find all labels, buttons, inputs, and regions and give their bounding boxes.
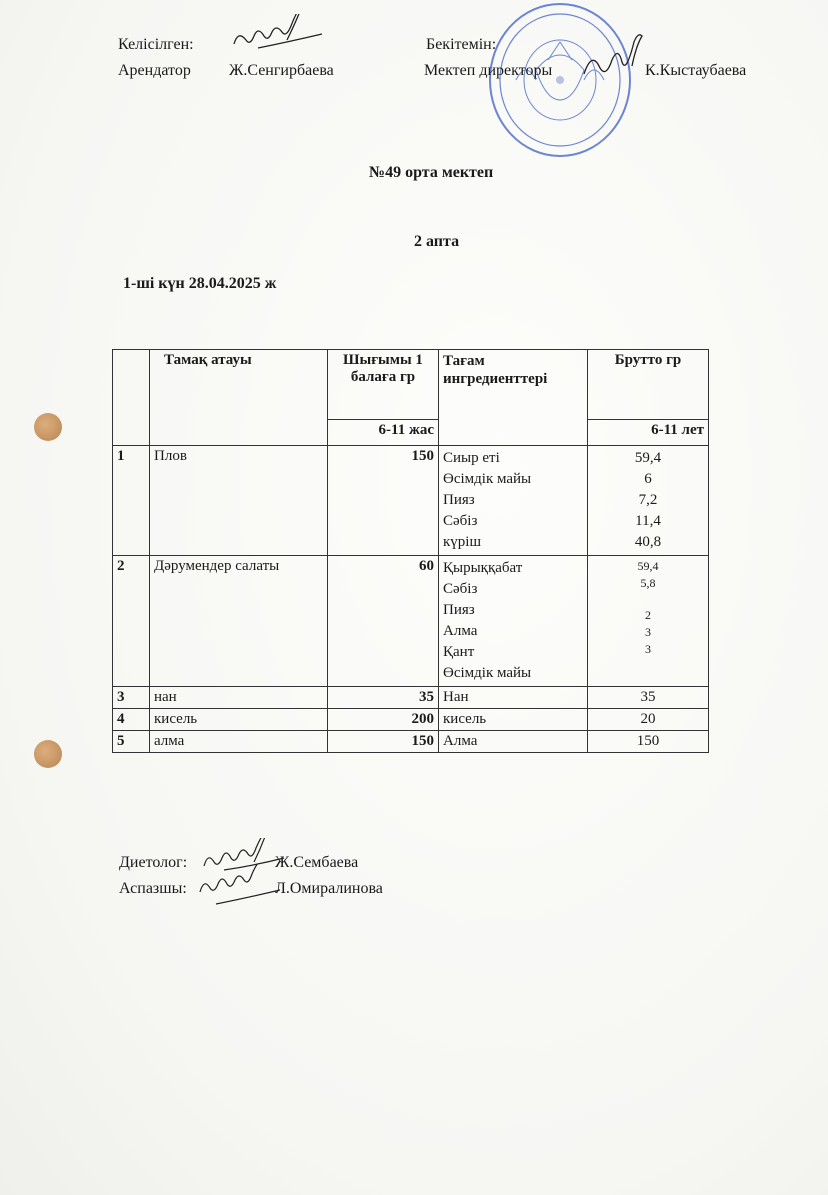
dish-name: алма bbox=[150, 731, 328, 753]
cook-signature bbox=[196, 864, 286, 912]
dish-name: Плов bbox=[150, 446, 328, 556]
output-header: Шығымы 1 балаға гр bbox=[328, 350, 439, 420]
ingredient-item: Қант bbox=[443, 644, 475, 660]
tenant-role: Арендатор bbox=[118, 62, 191, 79]
ingredient-item: Алма bbox=[443, 623, 478, 639]
table-row bbox=[113, 731, 709, 753]
ingredient-item: Сәбіз bbox=[443, 513, 478, 529]
dish-name: Дәрумендер салаты bbox=[150, 556, 328, 687]
director-signature bbox=[578, 34, 658, 82]
output-value: 150 bbox=[328, 731, 439, 753]
brutto-value: 7,2 bbox=[638, 492, 658, 508]
number-header bbox=[113, 350, 150, 446]
ingredient-item: Сиыр еті bbox=[443, 450, 500, 466]
ingredients-header: Тағам ингредиенттері bbox=[439, 350, 588, 446]
brutto-value: 2 bbox=[645, 608, 651, 622]
output-value: 60 bbox=[328, 556, 439, 687]
table-row bbox=[113, 687, 709, 709]
brutto-value: 40,8 bbox=[634, 534, 662, 550]
dish-name: нан bbox=[150, 687, 328, 709]
age-left-header: 6-11 жас bbox=[328, 420, 439, 446]
table-row bbox=[113, 709, 709, 731]
ingredient-item: Нан bbox=[439, 687, 588, 709]
table-header-row bbox=[113, 350, 709, 420]
brutto-value: 150 bbox=[588, 731, 709, 753]
ingredient-item: Алма bbox=[439, 731, 588, 753]
ingredient-item: күріш bbox=[443, 534, 482, 550]
agreed-label: Келісілген: bbox=[118, 36, 194, 53]
row-number: 1 bbox=[113, 446, 150, 556]
tenant-signature bbox=[228, 14, 328, 56]
ingredient-item: Қырыққабат bbox=[443, 560, 523, 576]
row-number: 4 bbox=[113, 709, 150, 731]
ingredient-item: Пияз bbox=[443, 602, 475, 618]
dish-header: Тамақ атауы bbox=[150, 350, 328, 446]
tenant-name: Ж.Сенгирбаева bbox=[229, 62, 334, 79]
approve-label: Бекітемін: bbox=[426, 36, 497, 53]
director-role: Мектеп директоры bbox=[424, 62, 553, 79]
punch-hole bbox=[34, 413, 62, 441]
ingredient-item: кисель bbox=[439, 709, 588, 731]
dietitian-label: Диетолог: bbox=[119, 854, 188, 871]
ingredient-item: Сәбіз bbox=[443, 581, 478, 597]
brutto-value: 3 bbox=[645, 625, 651, 639]
ingredient-list bbox=[439, 446, 588, 556]
dish-name: кисель bbox=[150, 709, 328, 731]
brutto-value: 59,4 bbox=[634, 450, 662, 466]
brutto-value: 35 bbox=[588, 687, 709, 709]
row-number: 2 bbox=[113, 556, 150, 687]
cook-label: Аспазшы: bbox=[119, 880, 187, 897]
brutto-gap bbox=[592, 592, 704, 607]
day-date: 1-ші күн 28.04.2025 ж bbox=[123, 275, 277, 292]
ingredient-item: Пияз bbox=[443, 492, 475, 508]
brutto-value: 20 bbox=[588, 709, 709, 731]
row-number: 3 bbox=[113, 687, 150, 709]
output-value: 150 bbox=[328, 446, 439, 556]
ingredient-list bbox=[439, 556, 588, 687]
brutto-value: 6 bbox=[644, 471, 652, 487]
school-title: №49 орта мектеп bbox=[369, 164, 494, 181]
ingredient-item: Өсімдік майы bbox=[443, 665, 532, 681]
menu-table bbox=[112, 349, 709, 753]
row-number: 5 bbox=[113, 731, 150, 753]
brutto-value: 59,4 bbox=[637, 559, 659, 573]
output-value: 200 bbox=[328, 709, 439, 731]
brutto-list bbox=[588, 556, 709, 687]
director-name: К.Кыстаубаева bbox=[645, 62, 747, 79]
table-row bbox=[113, 556, 709, 687]
brutto-header: Брутто гр bbox=[588, 350, 709, 420]
brutto-value: 3 bbox=[645, 642, 651, 656]
week-label: 2 апта bbox=[414, 233, 460, 250]
ingredient-item: Өсімдік майы bbox=[443, 471, 532, 487]
dietitian-name: Ж.Сембаева bbox=[275, 854, 359, 871]
table-row bbox=[113, 446, 709, 556]
brutto-value: 11,4 bbox=[635, 513, 661, 529]
punch-hole bbox=[34, 740, 62, 768]
cook-name: Л.Омиралинова bbox=[275, 880, 383, 897]
brutto-list bbox=[588, 446, 709, 556]
output-value: 35 bbox=[328, 687, 439, 709]
age-right-header: 6-11 лет bbox=[588, 420, 709, 446]
brutto-value: 5,8 bbox=[640, 576, 656, 590]
